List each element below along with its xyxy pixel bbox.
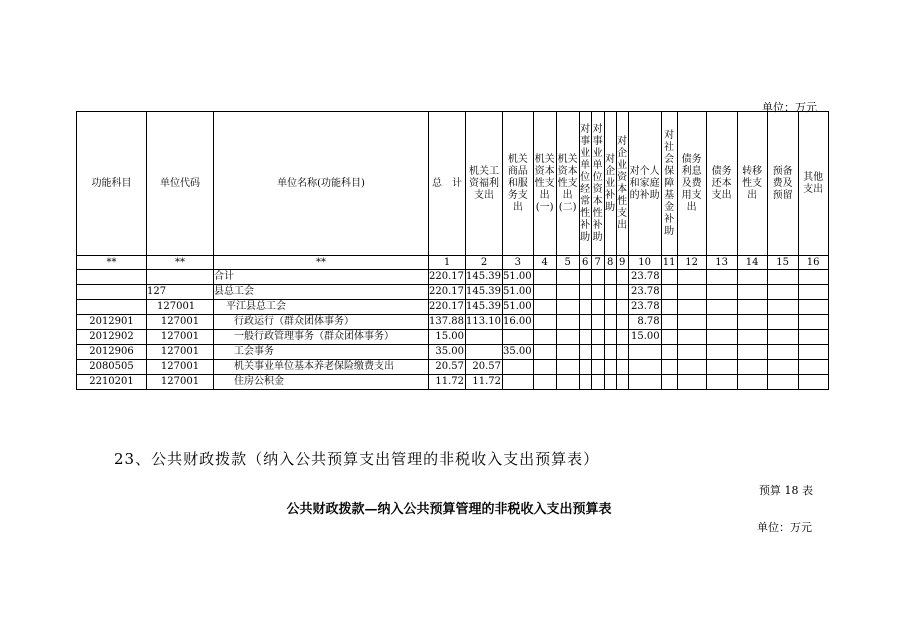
empty-cell — [591, 330, 604, 345]
index-cell: 13 — [706, 256, 737, 270]
empty-cell — [706, 330, 737, 345]
empty-cell — [737, 300, 767, 315]
empty-cell — [706, 375, 737, 390]
empty-cell — [604, 360, 616, 375]
index-cell: 16 — [798, 256, 828, 270]
header-text: 对社会保障基金补助 — [664, 129, 675, 237]
column-index-row — [77, 256, 829, 270]
index-cell: ** — [214, 256, 429, 270]
unit-label: 单位：万元 — [762, 101, 817, 114]
salary-welfare-cell: 113.10 — [466, 315, 503, 330]
function-code-cell: 2210201 — [77, 375, 147, 390]
header-text: 对事业单位资本性补助 — [592, 123, 603, 243]
index-cell: 14 — [737, 256, 767, 270]
index-cell: 1 — [429, 256, 466, 270]
empty-cell — [677, 300, 706, 315]
empty-cell — [661, 300, 677, 315]
goods-services-cell: 16.00 — [503, 315, 534, 330]
empty-cell — [616, 285, 628, 300]
function-code-cell: 2012906 — [77, 345, 147, 360]
header-text: 债务利息及费用支出 — [681, 153, 702, 213]
empty-cell — [767, 285, 798, 300]
total-cell: 15.00 — [429, 330, 466, 345]
empty-cell — [661, 315, 677, 330]
function-code-cell: 2012901 — [77, 315, 147, 330]
unit-name-cell: 机关事业单位基本养老保险缴费支出 — [214, 360, 429, 375]
empty-cell — [556, 330, 579, 345]
table-row — [77, 270, 829, 285]
unit-code-cell: 127001 — [147, 330, 214, 345]
empty-cell — [767, 300, 798, 315]
header-text: 机关工资福利支出 — [469, 165, 499, 201]
empty-cell — [767, 360, 798, 375]
empty-cell — [677, 285, 706, 300]
empty-cell — [604, 285, 616, 300]
empty-cell — [616, 315, 628, 330]
empty-cell — [579, 315, 591, 330]
empty-cell — [661, 375, 677, 390]
index-cell: 15 — [767, 256, 798, 270]
empty-cell — [661, 360, 677, 375]
goods-services-cell — [503, 360, 534, 375]
unit-name-cell: 合计 — [214, 270, 429, 285]
empty-cell — [579, 270, 591, 285]
empty-cell — [604, 315, 616, 330]
empty-cell — [533, 360, 556, 375]
empty-cell — [661, 285, 677, 300]
empty-cell — [591, 270, 604, 285]
salary-welfare-cell: 20.57 — [466, 360, 503, 375]
empty-cell — [556, 285, 579, 300]
empty-cell — [556, 375, 579, 390]
goods-services-cell: 51.00 — [503, 300, 534, 315]
total-cell: 220.17 — [429, 300, 466, 315]
salary-welfare-cell: 11.72 — [466, 375, 503, 390]
empty-cell — [556, 360, 579, 375]
unit-code-cell: 127001 — [147, 345, 214, 360]
goods-services-cell: 35.00 — [503, 345, 534, 360]
table-row — [77, 315, 829, 330]
index-cell: 8 — [604, 256, 616, 270]
header-text: 债务还本支出 — [711, 165, 732, 201]
empty-cell — [533, 300, 556, 315]
total-cell: 11.72 — [429, 375, 466, 390]
total-cell: 220.17 — [429, 270, 466, 285]
unit-code-cell — [147, 270, 214, 285]
salary-welfare-cell: 145.39 — [466, 270, 503, 285]
header-col-8 — [604, 112, 616, 256]
empty-cell — [579, 285, 591, 300]
empty-cell — [798, 315, 828, 330]
empty-cell — [737, 270, 767, 285]
unit-name-cell: 县总工会 — [214, 285, 429, 300]
unit-code-cell: 127001 — [147, 375, 214, 390]
header-col-16 — [798, 112, 828, 256]
individual-family-subsidy-cell: 8.78 — [628, 315, 661, 330]
header-function-code: 功能科目 — [77, 112, 147, 256]
empty-cell — [767, 270, 798, 285]
empty-cell — [604, 300, 616, 315]
function-code-cell — [77, 285, 147, 300]
individual-family-subsidy-cell: 23.78 — [628, 285, 661, 300]
index-cell: 5 — [556, 256, 579, 270]
goods-services-cell — [503, 375, 534, 390]
empty-cell — [737, 375, 767, 390]
empty-cell — [798, 360, 828, 375]
header-text: 机关资本性支出(二) — [557, 153, 578, 213]
header-col-11 — [661, 112, 677, 256]
function-code-cell: 2012902 — [77, 330, 147, 345]
total-cell: 35.00 — [429, 345, 466, 360]
empty-cell — [616, 270, 628, 285]
empty-cell — [616, 375, 628, 390]
header-text: 机关商品和服务支出 — [507, 153, 528, 213]
header-text: 预备费及预留 — [772, 165, 793, 201]
empty-cell — [767, 330, 798, 345]
table-header-row — [77, 112, 829, 256]
table-row — [77, 285, 829, 300]
empty-cell — [798, 300, 828, 315]
header-col-9 — [616, 112, 628, 256]
empty-cell — [533, 315, 556, 330]
empty-cell — [677, 345, 706, 360]
unit-name-cell: 行政运行（群众团体事务） — [214, 315, 429, 330]
empty-cell — [556, 270, 579, 285]
empty-cell — [737, 330, 767, 345]
individual-family-subsidy-cell: 23.78 — [628, 270, 661, 285]
index-cell: 10 — [628, 256, 661, 270]
header-text: 对个人和家庭的补助 — [629, 165, 660, 201]
goods-services-cell: 51.00 — [503, 285, 534, 300]
empty-cell — [556, 345, 579, 360]
salary-welfare-cell: 145.39 — [466, 300, 503, 315]
unit-code-cell: 127 — [147, 285, 214, 300]
empty-cell — [798, 270, 828, 285]
empty-cell — [706, 315, 737, 330]
unit-name-cell: 工会事务 — [214, 345, 429, 360]
empty-cell — [677, 360, 706, 375]
empty-cell — [579, 375, 591, 390]
index-cell: 4 — [533, 256, 556, 270]
empty-cell — [706, 360, 737, 375]
empty-cell — [591, 345, 604, 360]
header-text: 对企业补助 — [605, 153, 616, 213]
header-text: 机关资本性支出(一) — [534, 153, 555, 213]
unit-name-cell: 平江县总工会 — [214, 300, 429, 315]
individual-family-subsidy-cell — [628, 345, 661, 360]
table-row — [77, 330, 829, 345]
empty-cell — [533, 345, 556, 360]
index-cell: 6 — [579, 256, 591, 270]
budget-table — [76, 111, 829, 390]
empty-cell — [591, 300, 604, 315]
header-col-2 — [466, 112, 503, 256]
empty-cell — [661, 270, 677, 285]
unit-name-cell: 一般行政管理事务（群众团体事务） — [214, 330, 429, 345]
function-code-cell: 2080505 — [77, 360, 147, 375]
empty-cell — [616, 330, 628, 345]
empty-cell — [556, 300, 579, 315]
index-cell: 3 — [503, 256, 534, 270]
empty-cell — [533, 285, 556, 300]
index-cell: ** — [147, 256, 214, 270]
empty-cell — [579, 330, 591, 345]
total-cell: 20.57 — [429, 360, 466, 375]
individual-family-subsidy-cell — [628, 360, 661, 375]
salary-welfare-cell: 145.39 — [466, 285, 503, 300]
main-title: 公共财政拨款—纳入公共预算管理的非税收入支出预算表 — [286, 502, 612, 517]
empty-cell — [677, 330, 706, 345]
index-cell: 7 — [591, 256, 604, 270]
table-body — [77, 270, 829, 390]
empty-cell — [737, 285, 767, 300]
header-col-12 — [677, 112, 706, 256]
header-col-7 — [591, 112, 604, 256]
empty-cell — [616, 300, 628, 315]
empty-cell — [737, 360, 767, 375]
header-text: 转移性支出 — [742, 165, 763, 201]
header-text: 其他支出 — [803, 171, 824, 195]
header-col-6 — [579, 112, 591, 256]
empty-cell — [767, 315, 798, 330]
individual-family-subsidy-cell: 23.78 — [628, 300, 661, 315]
salary-welfare-cell — [466, 330, 503, 345]
empty-cell — [706, 345, 737, 360]
empty-cell — [661, 345, 677, 360]
empty-cell — [661, 330, 677, 345]
empty-cell — [798, 375, 828, 390]
empty-cell — [556, 315, 579, 330]
empty-cell — [591, 285, 604, 300]
empty-cell — [591, 360, 604, 375]
index-cell: ** — [77, 256, 147, 270]
header-unit-code: 单位代码 — [147, 112, 214, 256]
empty-cell — [737, 345, 767, 360]
empty-cell — [579, 360, 591, 375]
empty-cell — [616, 360, 628, 375]
header-col-10 — [628, 112, 661, 256]
empty-cell — [533, 270, 556, 285]
empty-cell — [604, 375, 616, 390]
goods-services-cell — [503, 330, 534, 345]
empty-cell — [616, 345, 628, 360]
index-cell: 11 — [662, 257, 676, 268]
index-cell: 9 — [616, 256, 628, 270]
section-title: 23、公共财政拨款（纳入公共预算支出管理的非税收入支出预算表） — [114, 450, 600, 468]
header-col-15 — [767, 112, 798, 256]
empty-cell — [706, 270, 737, 285]
header-col-4 — [533, 112, 556, 256]
empty-cell — [533, 375, 556, 390]
unit-name-cell: 住房公积金 — [214, 375, 429, 390]
empty-cell — [798, 285, 828, 300]
empty-cell — [677, 375, 706, 390]
empty-cell — [579, 345, 591, 360]
empty-cell — [579, 300, 591, 315]
function-code-cell — [77, 270, 147, 285]
header-total: 总 计 — [429, 112, 466, 256]
header-col-5 — [556, 112, 579, 256]
header-unit-name: 单位名称(功能科目) — [214, 112, 429, 256]
empty-cell — [767, 345, 798, 360]
header-col-13 — [706, 112, 737, 256]
salary-welfare-cell — [466, 345, 503, 360]
unit-code-cell: 127001 — [147, 360, 214, 375]
empty-cell — [798, 330, 828, 345]
empty-cell — [604, 330, 616, 345]
table-row — [77, 345, 829, 360]
empty-cell — [591, 375, 604, 390]
empty-cell — [604, 270, 616, 285]
unit-label-bottom: 单位：万元 — [757, 521, 812, 534]
index-cell: 12 — [677, 256, 706, 270]
empty-cell — [706, 285, 737, 300]
empty-cell — [706, 300, 737, 315]
empty-cell — [767, 375, 798, 390]
unit-code-cell: 127001 — [147, 300, 214, 315]
empty-cell — [591, 315, 604, 330]
empty-cell — [604, 345, 616, 360]
table-row — [77, 360, 829, 375]
empty-cell — [677, 315, 706, 330]
index-cell: 2 — [466, 256, 503, 270]
empty-cell — [737, 315, 767, 330]
total-cell: 137.88 — [429, 315, 466, 330]
header-col-14 — [737, 112, 767, 256]
individual-family-subsidy-cell — [628, 375, 661, 390]
header-text: 对企业资本性支出 — [617, 135, 628, 231]
header-col-3 — [503, 112, 534, 256]
table-row — [77, 300, 829, 315]
unit-code-cell: 127001 — [147, 315, 214, 330]
function-code-cell — [77, 300, 147, 315]
goods-services-cell: 51.00 — [503, 270, 534, 285]
form-number: 预算 18 表 — [759, 484, 813, 497]
empty-cell — [533, 330, 556, 345]
individual-family-subsidy-cell: 15.00 — [628, 330, 661, 345]
header-text: 对事业单位经常性补助 — [580, 123, 591, 243]
empty-cell — [677, 270, 706, 285]
total-cell: 220.17 — [429, 285, 466, 300]
table-row — [77, 375, 829, 390]
empty-cell — [798, 345, 828, 360]
